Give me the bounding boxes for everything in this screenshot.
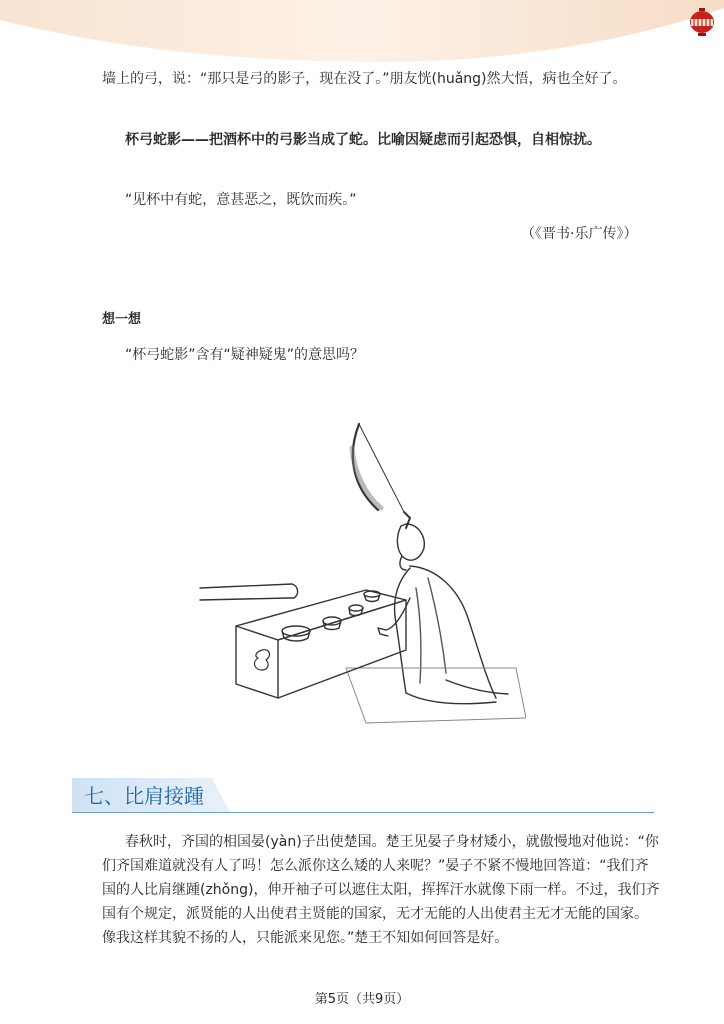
story-paragraph-line: 国的人比肩继踵(zhǒng)，伸开袖子可以遮住太阳，挥挥汗水就像下雨一样。不过，我们齐: [102, 882, 660, 898]
story-paragraph-line: 春秋时，齐国的相国晏(yàn)子出使楚国。楚王见晏子身材矮小，就傲慢地对他说：“你: [125, 834, 659, 850]
lantern-logo-icon: [688, 8, 716, 38]
story-paragraph-line: 国有个规定，派贤能的人出使君主贤能的国家，无才无能的人出使君主无才无能的国家。: [102, 906, 648, 922]
page-number: 第5页（共9页）: [314, 992, 410, 1007]
source-quote: “见杯中有蛇，意甚恶之，既饮而疾。”: [125, 192, 357, 208]
idiom-definition: 杯弓蛇影——把酒杯中的弓影当成了蛇。比喻因疑虑而引起恐惧，自相惊扰。: [125, 132, 601, 148]
source-citation: （《晋书·乐广传》）: [521, 226, 638, 242]
section-title: 七、比肩接踵: [84, 784, 204, 808]
header-band: [0, 0, 724, 62]
story-paragraph-line: 们齐国难道就没有人了吗！怎么派你这么矮的人来呢？”晏子不紧不慢地回答道：“我们齐: [102, 858, 649, 874]
story-paragraph-line: 像我这样其貌不扬的人，只能派来见您。”楚王不知如何回答是好。: [102, 930, 509, 946]
think-question: “杯弓蛇影”含有“疑神疑鬼”的意思吗？: [125, 347, 365, 363]
think-heading: 想一想: [102, 312, 142, 327]
story-ending-line: 墙上的弓，说：“那只是弓的影子，现在没了。”朋友恍(huǎng)然大悟，病也全好了。: [102, 71, 627, 87]
ink-illustration: [196, 418, 526, 728]
